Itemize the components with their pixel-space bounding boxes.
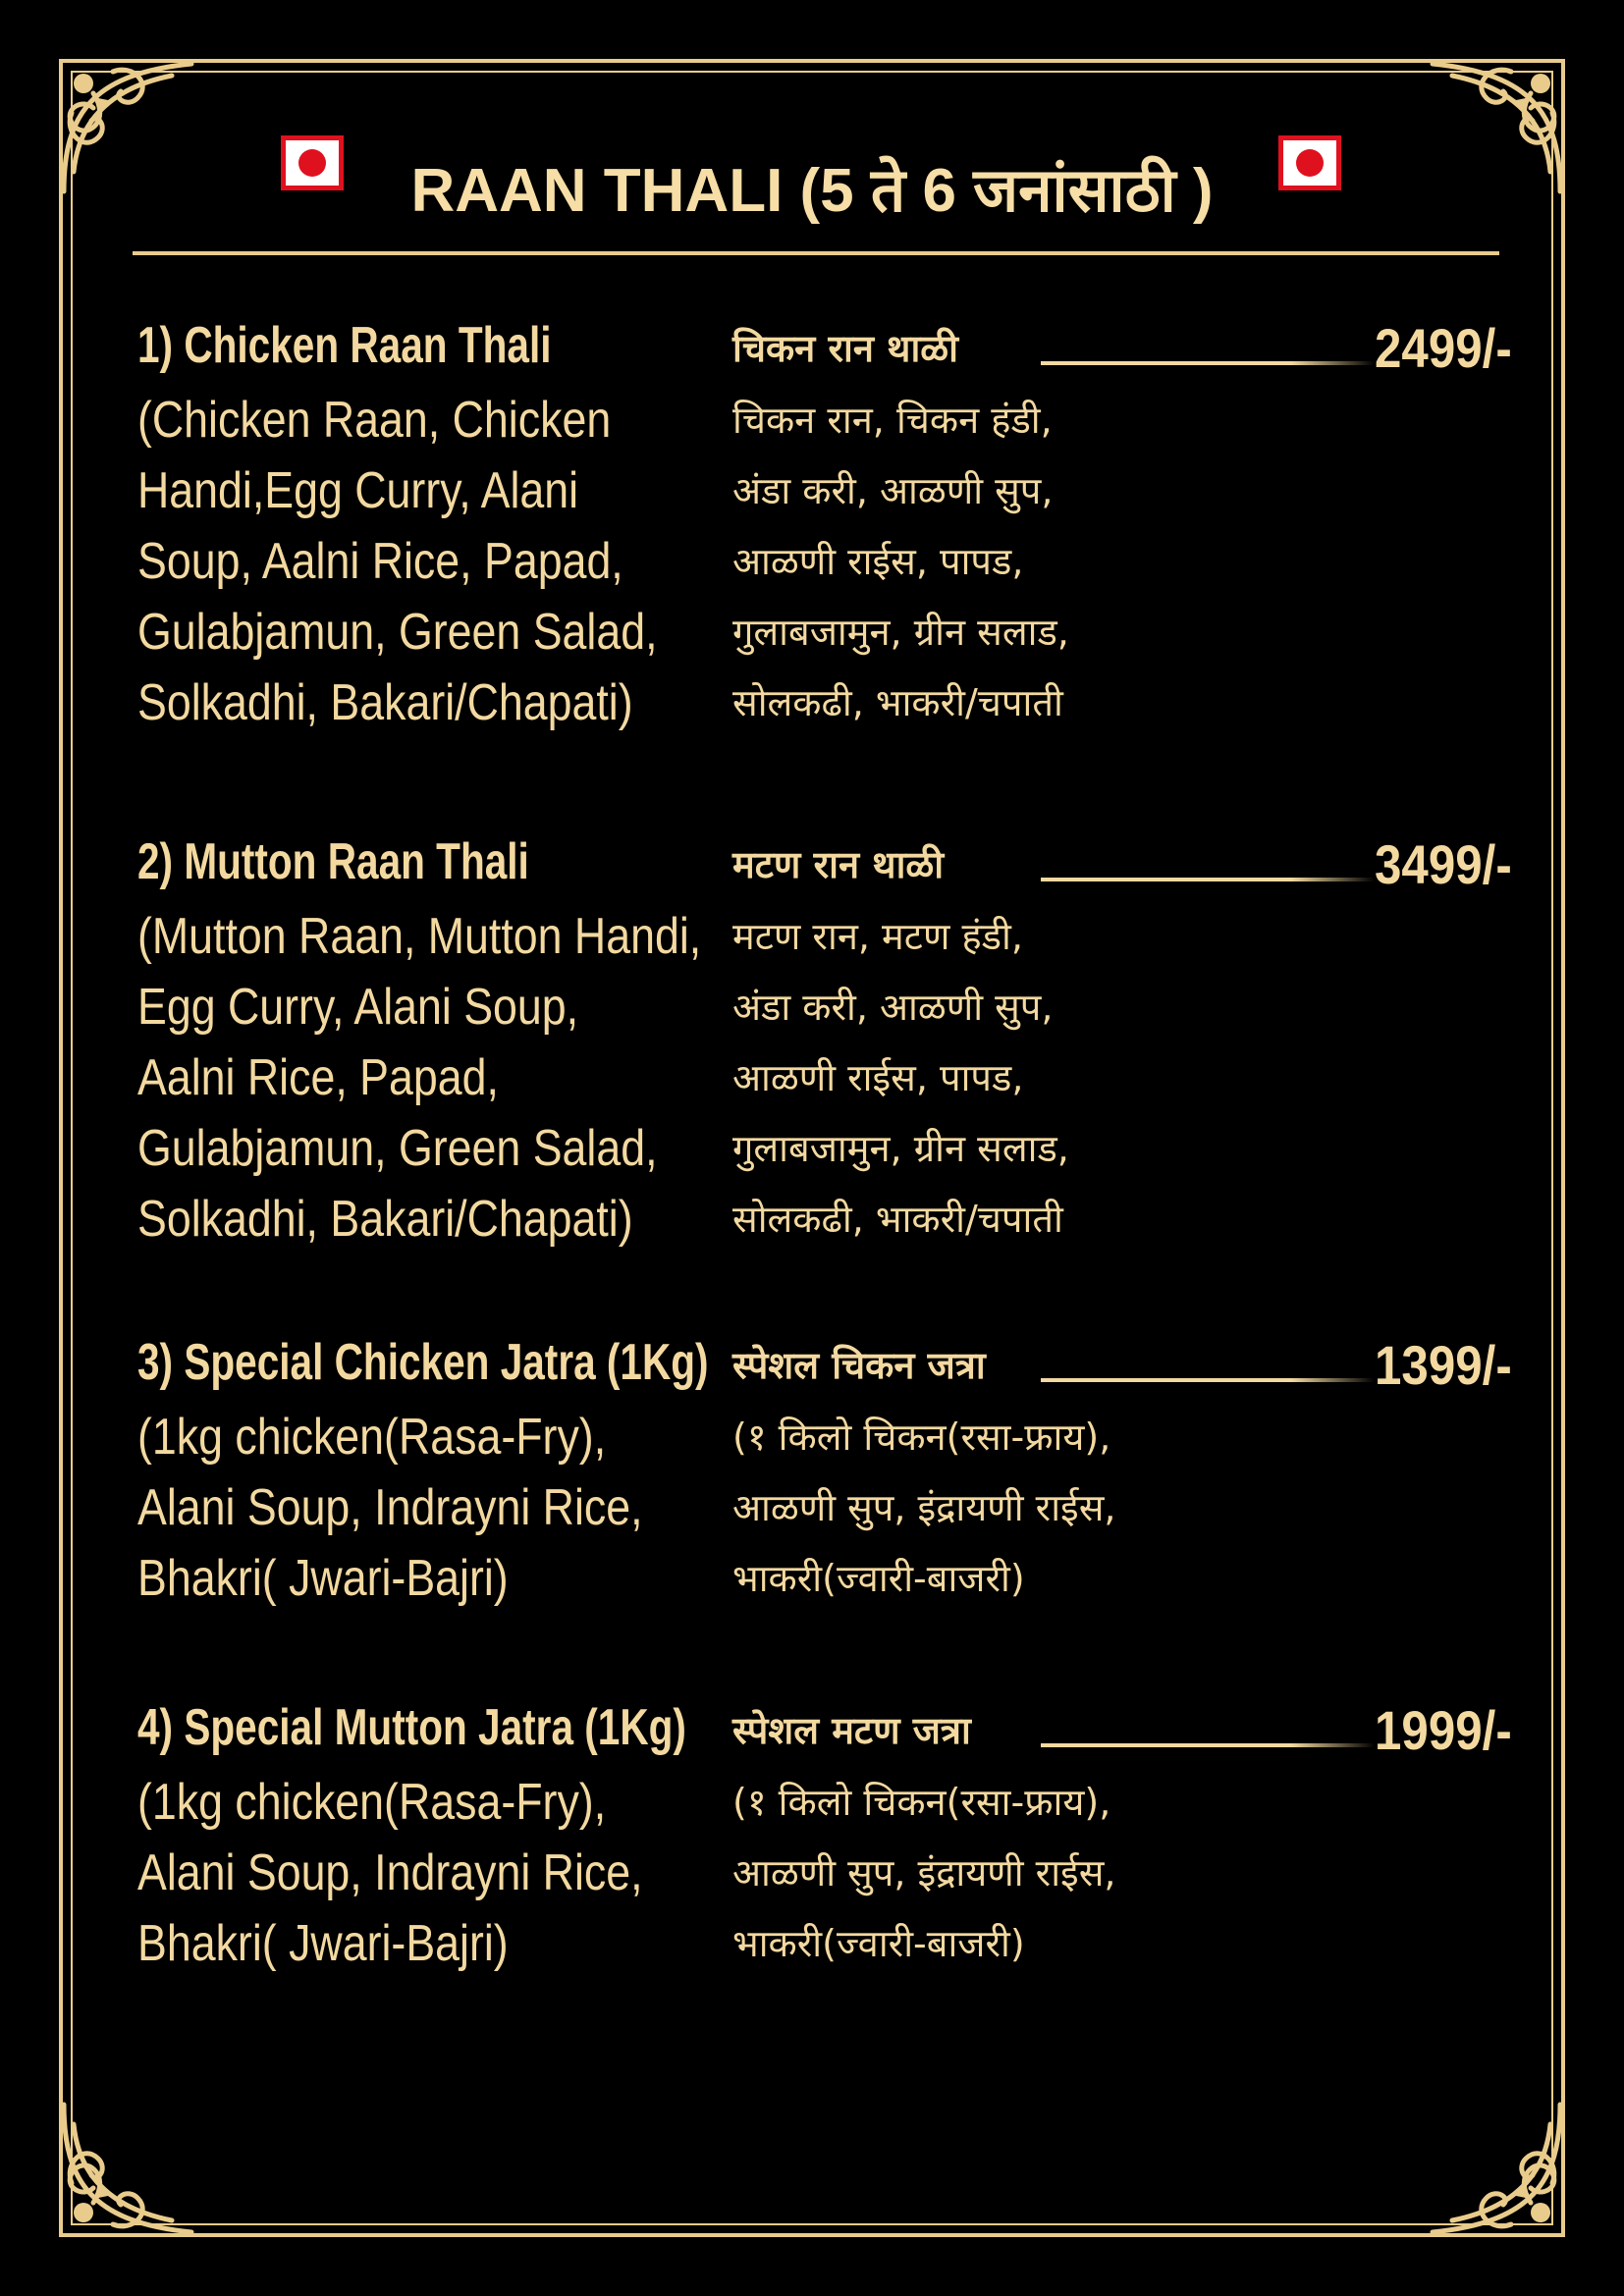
desc-line: गुलाबजामुन, ग्रीन सलाड, bbox=[732, 1127, 1069, 1170]
desc-line: आळणी राईस, पापड, bbox=[732, 1056, 1024, 1099]
item-description-en bbox=[137, 901, 701, 1255]
desc-line: Solkadhi, Bakari/Chapati) bbox=[137, 674, 633, 731]
item-description-mr bbox=[732, 901, 1069, 1255]
desc-line: Handi,Egg Curry, Alani bbox=[137, 462, 579, 519]
item-name-mr: चिकन रान थाळी bbox=[732, 326, 959, 370]
desc-line: Bhakri( Jwari-Bajri) bbox=[137, 1550, 509, 1607]
desc-line: Bhakri( Jwari-Bajri) bbox=[137, 1915, 509, 1972]
desc-line: Alani Soup, Indrayni Rice, bbox=[137, 1479, 643, 1536]
desc-line: आळणी सुप, इंद्रायणी राईस, bbox=[732, 1851, 1116, 1895]
desc-line: Soup, Aalni Rice, Papad, bbox=[137, 533, 623, 590]
desc-line: (Chicken Raan, Chicken bbox=[137, 392, 612, 449]
price-leader-line bbox=[1041, 878, 1375, 881]
item-description-en bbox=[137, 385, 658, 738]
desc-line: गुलाबजामुन, ग्रीन सलाड, bbox=[732, 611, 1069, 654]
item-price: 1399/- bbox=[1375, 1334, 1512, 1396]
desc-line: Gulabjamun, Green Salad, bbox=[137, 604, 658, 661]
desc-line: भाकरी(ज्वारी-बाजरी) bbox=[732, 1557, 1025, 1600]
desc-line: (1kg chicken(Rasa-Fry), bbox=[137, 1409, 607, 1466]
item-name-en: 1) Chicken Raan Thali bbox=[137, 317, 552, 374]
desc-line: आळणी राईस, पापड, bbox=[732, 540, 1024, 583]
desc-line: सोलकढी, भाकरी/चपाती bbox=[732, 1198, 1063, 1241]
desc-line: (१ किलो चिकन(रसा-फ्राय), bbox=[732, 1781, 1111, 1824]
price-leader-line bbox=[1041, 1743, 1375, 1747]
desc-line: (१ किलो चिकन(रसा-फ्राय), bbox=[732, 1415, 1111, 1459]
desc-line: Alani Soup, Indrayni Rice, bbox=[137, 1844, 643, 1901]
desc-line: भाकरी(ज्वारी-बाजरी) bbox=[732, 1922, 1025, 1965]
desc-line: (Mutton Raan, Mutton Handi, bbox=[137, 908, 702, 965]
item-name-en: 2) Mutton Raan Thali bbox=[137, 833, 529, 890]
item-price: 1999/- bbox=[1375, 1699, 1512, 1761]
desc-line: सोलकढी, भाकरी/चपाती bbox=[732, 681, 1063, 724]
item-name-mr: स्पेशल मटण जत्रा bbox=[732, 1708, 971, 1752]
item-description-en bbox=[137, 1402, 643, 1614]
desc-line: Egg Curry, Alani Soup, bbox=[137, 979, 579, 1036]
desc-line: Solkadhi, Bakari/Chapati) bbox=[137, 1191, 633, 1248]
item-description-mr bbox=[732, 385, 1069, 738]
desc-line: (1kg chicken(Rasa-Fry), bbox=[137, 1774, 607, 1831]
item-name-en: 4) Special Mutton Jatra (1Kg) bbox=[137, 1699, 686, 1756]
page-title: RAAN THALI (5 ते 6 जनांसाठी ) bbox=[410, 157, 1214, 225]
desc-line: आळणी सुप, इंद्रायणी राईस, bbox=[732, 1486, 1116, 1529]
item-description-mr bbox=[732, 1767, 1115, 1979]
item-price: 3499/- bbox=[1375, 833, 1512, 895]
desc-line: Gulabjamun, Green Salad, bbox=[137, 1120, 658, 1177]
desc-line: अंडा करी, आळणी सुप, bbox=[732, 469, 1054, 512]
title-divider bbox=[133, 251, 1499, 255]
ornamental-corner-icon bbox=[1423, 2095, 1570, 2242]
desc-line: चिकन रान, चिकन हंडी, bbox=[732, 399, 1053, 442]
ornamental-corner-icon bbox=[54, 2095, 201, 2242]
desc-line: Aalni Rice, Papad, bbox=[137, 1049, 499, 1106]
desc-line: अंडा करी, आळणी सुप, bbox=[732, 986, 1054, 1029]
item-price: 2499/- bbox=[1375, 317, 1512, 379]
price-leader-line bbox=[1041, 361, 1375, 365]
item-name-mr: स्पेशल चिकन जत्रा bbox=[732, 1343, 986, 1387]
item-description-en bbox=[137, 1767, 643, 1979]
item-name-mr: मटण रान थाळी bbox=[732, 842, 945, 886]
price-leader-line bbox=[1041, 1378, 1375, 1382]
desc-line: मटण रान, मटण हंडी, bbox=[732, 915, 1023, 958]
item-name-en: 3) Special Chicken Jatra (1Kg) bbox=[137, 1334, 709, 1391]
item-description-mr bbox=[732, 1402, 1115, 1614]
